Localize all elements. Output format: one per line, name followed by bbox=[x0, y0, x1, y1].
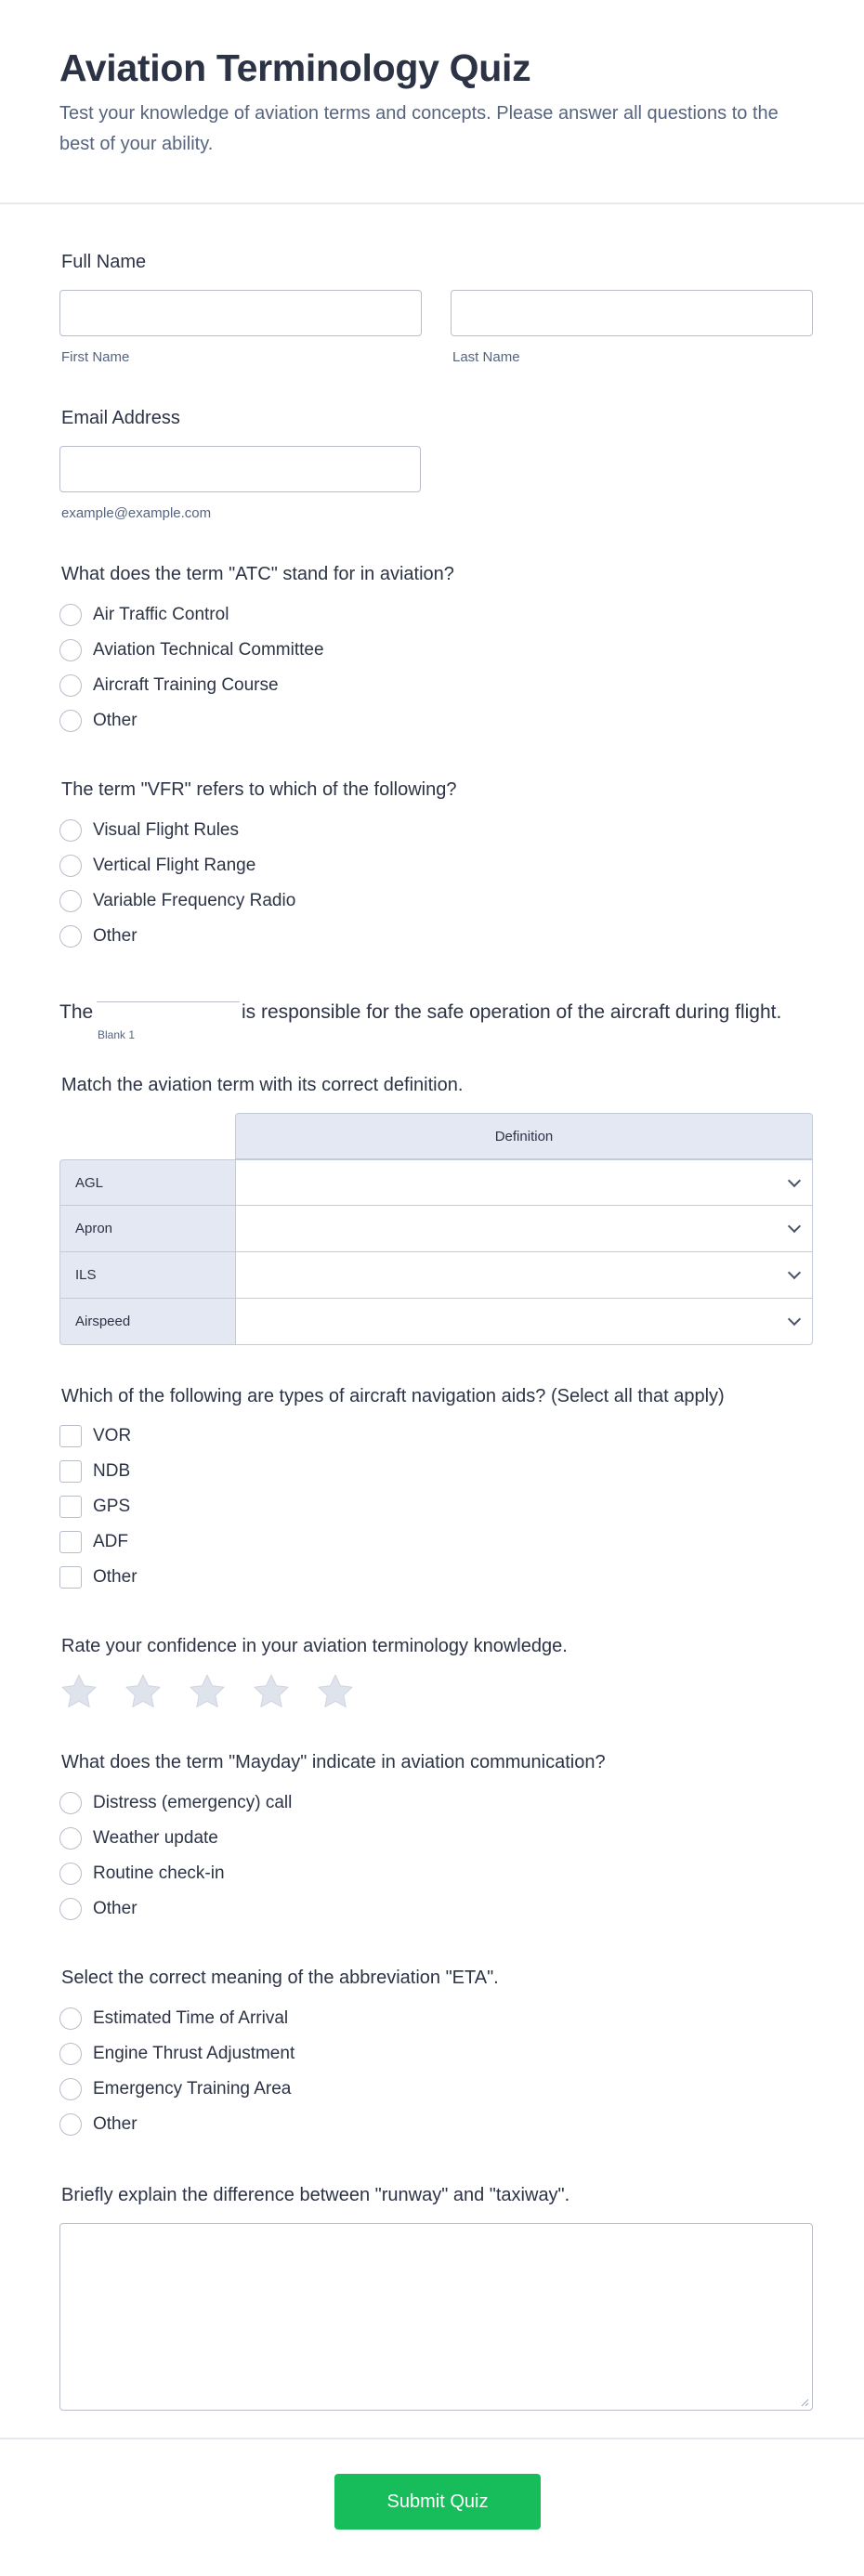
last-name-input[interactable] bbox=[451, 290, 813, 336]
chevron-down-icon bbox=[788, 1266, 801, 1279]
matrix-column-header: Definition bbox=[235, 1113, 813, 1159]
form-title: Aviation Terminology Quiz bbox=[59, 46, 531, 89]
email-input[interactable] bbox=[59, 446, 421, 492]
star-icon[interactable] bbox=[59, 1672, 98, 1711]
blank-1-input[interactable] bbox=[97, 1001, 240, 1002]
atc-option[interactable]: Aircraft Training Course bbox=[59, 673, 279, 699]
navaids-option[interactable]: GPS bbox=[59, 1494, 130, 1520]
last-name-sublabel: Last Name bbox=[452, 349, 520, 365]
navaids-question-label: Which of the following are types of aircraft navigation aids? (Select all that apply) bbox=[61, 1386, 725, 1406]
radio-button[interactable] bbox=[59, 2043, 82, 2065]
radio-button[interactable] bbox=[59, 639, 82, 661]
chevron-down-icon bbox=[788, 1174, 801, 1187]
chevron-down-icon bbox=[788, 1313, 801, 1326]
radio-button[interactable] bbox=[59, 2113, 82, 2136]
blank-text-before: The bbox=[59, 1001, 94, 1023]
explain-textarea[interactable] bbox=[59, 2223, 813, 2411]
radio-button[interactable] bbox=[59, 604, 82, 626]
match-matrix bbox=[59, 1113, 813, 1345]
matrix-row-label: ILS bbox=[59, 1252, 236, 1299]
navaids-option[interactable]: VOR bbox=[59, 1423, 131, 1449]
radio-button[interactable] bbox=[59, 2078, 82, 2100]
navaids-option[interactable]: ADF bbox=[59, 1529, 128, 1555]
form-subtitle: Test your knowledge of aviation terms and concepts. Please answer all questions to the best of your ability. bbox=[59, 103, 779, 154]
form-header bbox=[0, 0, 864, 204]
vfr-option[interactable]: Vertical Flight Range bbox=[59, 853, 255, 879]
match-question-label: Match the aviation term with its correct definition. bbox=[61, 1075, 464, 1095]
rating-question-label: Rate your confidence in your aviation terminology knowledge. bbox=[61, 1636, 568, 1656]
checkbox[interactable] bbox=[59, 1531, 82, 1553]
eta-option[interactable]: Emergency Training Area bbox=[59, 2076, 291, 2102]
email-sublabel: example@example.com bbox=[61, 505, 212, 521]
vfr-question-label: The term "VFR" refers to which of the following? bbox=[61, 779, 457, 800]
email-label: Email Address bbox=[61, 408, 180, 428]
definition-select[interactable] bbox=[235, 1252, 813, 1299]
radio-button[interactable] bbox=[59, 1898, 82, 1920]
radio-button[interactable] bbox=[59, 855, 82, 877]
matrix-row-label: Airspeed bbox=[59, 1299, 236, 1345]
first-name-sublabel: First Name bbox=[61, 349, 130, 365]
eta-option[interactable]: Engine Thrust Adjustment bbox=[59, 2041, 295, 2067]
mayday-option[interactable]: Routine check-in bbox=[59, 1861, 225, 1887]
atc-question-label: What does the term "ATC" stand for in aviation? bbox=[61, 564, 454, 584]
checkbox[interactable] bbox=[59, 1496, 82, 1518]
radio-button[interactable] bbox=[59, 890, 82, 912]
definition-select[interactable] bbox=[235, 1159, 813, 1206]
radio-button[interactable] bbox=[59, 1863, 82, 1885]
mayday-option[interactable]: Distress (emergency) call bbox=[59, 1790, 292, 1816]
submit-button[interactable]: Submit Quiz bbox=[334, 2474, 541, 2530]
atc-option[interactable]: Air Traffic Control bbox=[59, 602, 229, 628]
definition-select[interactable] bbox=[235, 1299, 813, 1345]
radio-button[interactable] bbox=[59, 2007, 82, 2030]
radio-button[interactable] bbox=[59, 710, 82, 732]
atc-option[interactable]: Aviation Technical Committee bbox=[59, 637, 324, 663]
radio-button[interactable] bbox=[59, 819, 82, 842]
resize-grip-icon[interactable] bbox=[800, 2398, 809, 2407]
vfr-option[interactable]: Visual Flight Rules bbox=[59, 817, 239, 843]
radio-button[interactable] bbox=[59, 674, 82, 697]
eta-option[interactable]: Estimated Time of Arrival bbox=[59, 2006, 288, 2032]
star-icon[interactable] bbox=[316, 1672, 355, 1711]
full-name-label: Full Name bbox=[61, 252, 147, 272]
checkbox[interactable] bbox=[59, 1460, 82, 1483]
definition-select[interactable] bbox=[235, 1206, 813, 1252]
blank-1-label: Blank 1 bbox=[98, 1028, 136, 1041]
star-icon[interactable] bbox=[124, 1672, 163, 1711]
radio-button[interactable] bbox=[59, 925, 82, 948]
matrix-row-label: AGL bbox=[59, 1159, 236, 1206]
star-icon[interactable] bbox=[252, 1672, 291, 1711]
eta-option[interactable]: Other bbox=[59, 2112, 137, 2138]
explain-question-label: Briefly explain the difference between "runway" and "taxiway". bbox=[61, 2185, 570, 2205]
chevron-down-icon bbox=[788, 1220, 801, 1233]
mayday-option[interactable]: Weather update bbox=[59, 1825, 218, 1851]
matrix-row-label: Apron bbox=[59, 1206, 236, 1252]
vfr-option[interactable]: Other bbox=[59, 923, 137, 949]
checkbox[interactable] bbox=[59, 1566, 82, 1589]
first-name-input[interactable] bbox=[59, 290, 422, 336]
vfr-option[interactable]: Variable Frequency Radio bbox=[59, 888, 295, 914]
blank-text-after: is responsible for the safe operation of the aircraft during flight. bbox=[242, 1001, 782, 1023]
atc-option[interactable]: Other bbox=[59, 708, 137, 734]
star-icon[interactable] bbox=[188, 1672, 227, 1711]
eta-question-label: Select the correct meaning of the abbreviation "ETA". bbox=[61, 1968, 499, 1988]
mayday-option[interactable]: Other bbox=[59, 1896, 137, 1922]
radio-button[interactable] bbox=[59, 1827, 82, 1850]
navaids-option[interactable]: Other bbox=[59, 1564, 137, 1590]
checkbox[interactable] bbox=[59, 1425, 82, 1447]
navaids-option[interactable]: NDB bbox=[59, 1458, 130, 1484]
mayday-question-label: What does the term "Mayday" indicate in aviation communication? bbox=[61, 1752, 606, 1772]
radio-button[interactable] bbox=[59, 1792, 82, 1814]
